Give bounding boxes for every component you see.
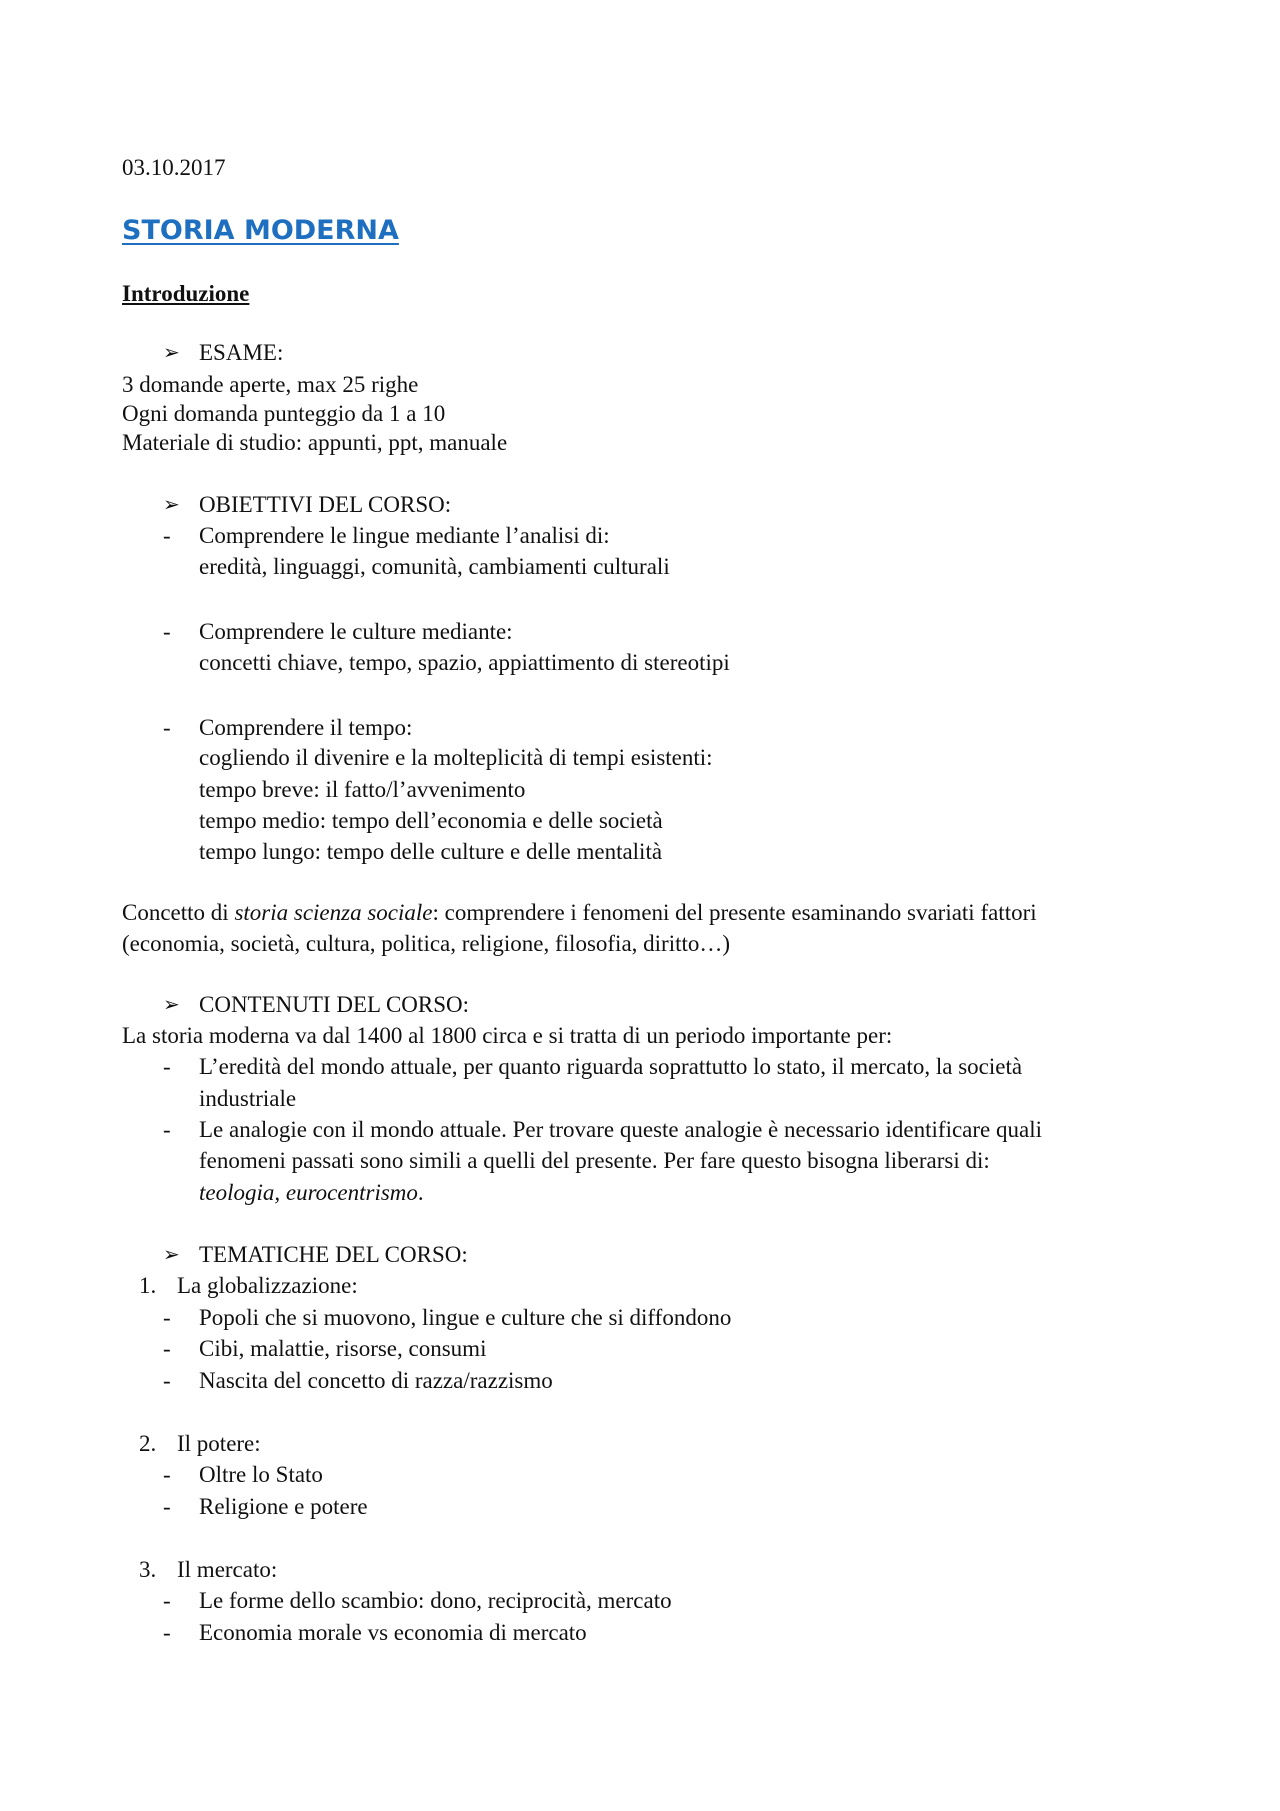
contenuti-item-line: L’eredità del mondo attuale, per quanto riguarda soprattutto lo stato, il mercato, la società [199,1054,1023,1079]
tematica-item: Nascita del concetto di razza/razzismo [199,1368,553,1393]
tematica-item: Cibi, malattie, risorse, consumi [199,1336,487,1361]
dash-bullet: - [163,619,171,644]
contenuti-italic: teologia, eurocentrismo [199,1180,418,1205]
obiettivo-item: Comprendere le lingue mediante l’analisi di: [199,523,610,548]
tematiche-heading: TEMATICHE DEL CORSO: [199,1242,468,1267]
obiettivo-item: Comprendere le culture mediante: [199,619,513,644]
concetto-line: (economia, società, cultura, politica, religione, filosofia, diritto…) [122,931,731,956]
obiettivo-subline: tempo medio: tempo dell’economia e delle società [199,808,663,833]
obiettivo-item: Comprendere il tempo: [199,715,413,740]
obiettivo-subline: tempo lungo: tempo delle culture e delle mentalità [199,839,663,864]
tematica-item: Religione e potere [199,1494,368,1519]
tematica-item: Le forme dello scambio: dono, reciprocità, mercato [199,1588,672,1613]
concetto-paragraph [122,898,1037,928]
obiettivi-heading: OBIETTIVI DEL CORSO: [199,492,452,517]
dash-bullet: - [163,1336,171,1361]
tematica-number: 1. [139,1273,157,1298]
tematica-label: Il potere: [177,1431,261,1456]
tematica-item: Oltre lo Stato [199,1462,323,1487]
concetto-suffix: : comprendere i fenomeni del presente esaminando svariati fattori [432,900,1037,925]
tematica-item: Popoli che si muovono, lingue e culture che si diffondono [199,1305,732,1330]
intro-heading: Introduzione [122,281,250,306]
contenuti-item-line: Le analogie con il mondo attuale. Per trovare queste analogie è necessario identificare quali [199,1117,1042,1142]
obiettivo-subline: concetti chiave, tempo, spazio, appiattimento di stereotipi [199,650,730,675]
dash-bullet: - [163,1494,171,1519]
dash-bullet: - [163,523,171,548]
esame-line: Ogni domanda punteggio da 1 a 10 [122,401,446,426]
arrow-bullet-icon: ➢ [163,1244,180,1266]
tematica-number: 3. [139,1557,157,1582]
tematica-label: Il mercato: [177,1557,278,1582]
contenuti-item-line [199,1178,424,1208]
dash-bullet: - [163,1054,171,1079]
obiettivo-subline: cogliendo il divenire e la molteplicità di tempi esistenti: [199,745,713,770]
dash-bullet: - [163,1117,171,1142]
arrow-bullet-icon: ➢ [163,994,180,1016]
tematica-item: Economia morale vs economia di mercato [199,1620,587,1645]
concetto-prefix: Concetto di [122,900,235,925]
dash-bullet: - [163,1588,171,1613]
esame-line: 3 domande aperte, max 25 righe [122,372,419,397]
dash-bullet: - [163,715,171,740]
contenuti-item-line: fenomeni passati sono simili a quelli del presente. Per fare questo bisogna liberarsi di: [199,1148,990,1173]
dash-bullet: - [163,1368,171,1393]
dash-bullet: - [163,1462,171,1487]
obiettivo-subline: tempo breve: il fatto/l’avvenimento [199,777,526,802]
contenuti-heading: CONTENUTI DEL CORSO: [199,992,470,1017]
esame-heading: ESAME: [199,340,284,365]
dash-bullet: - [163,1305,171,1330]
arrow-bullet-icon: ➢ [163,494,180,516]
date: 03.10.2017 [122,155,226,180]
arrow-bullet-icon: ➢ [163,342,180,364]
tematica-label: La globalizzazione: [177,1273,358,1298]
contenuti-period: . [417,1180,424,1205]
tematica-number: 2. [139,1431,157,1456]
obiettivo-subline: eredità, linguaggi, comunità, cambiamenti culturali [199,554,670,579]
contenuti-intro: La storia moderna va dal 1400 al 1800 circa e si tratta di un periodo importante per: [122,1023,893,1048]
concetto-italic: storia scienza sociale [234,900,433,925]
page-title: STORIA MODERNA [122,215,399,246]
esame-line: Materiale di studio: appunti, ppt, manuale [122,430,508,455]
dash-bullet: - [163,1620,171,1645]
contenuti-item-line: industriale [199,1086,297,1111]
